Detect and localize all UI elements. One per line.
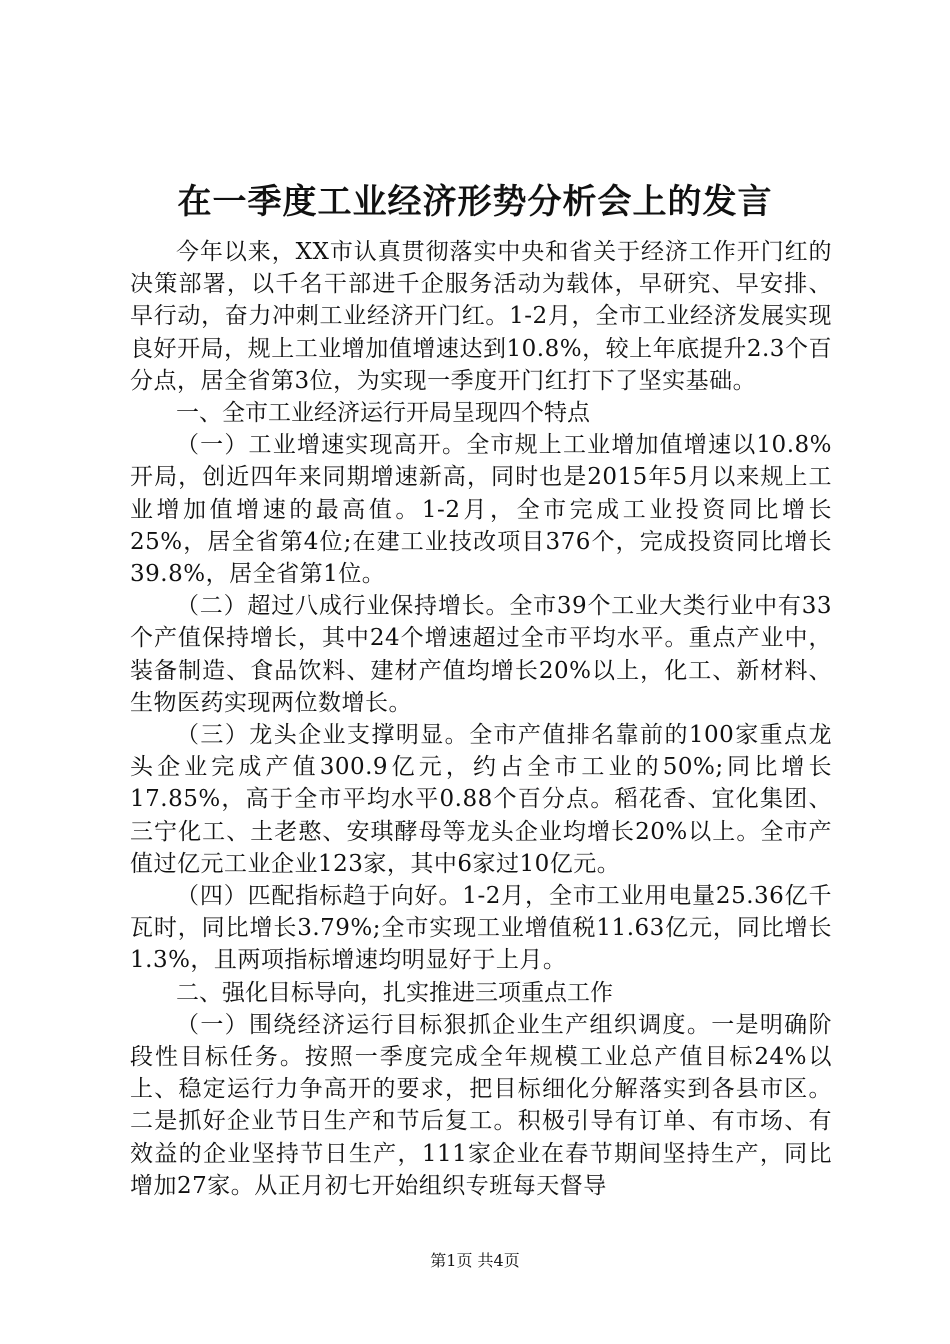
paragraph-task-1: （一）围绕经济运行目标狠抓企业生产组织调度。一是明确阶段性目标任务。按照一季度完成全年规模工业总产值目标24%以上、稳定运行力争高开的要求，把目标细化分解落实到各县市区。二是抓好企业节日生产和节后复工。积极引导有订单、有市场、有效益的企业坚持节日生产，111家企业在春节期间坚持生产，同比增加27家。从正月初七开始组织专班每天督导 [130,1011,832,1199]
page-title: 在一季度工业经济形势分析会上的发言 [177,182,773,222]
intro-paragraph: 今年以来，XX市认真贯彻落实中央和省关于经济工作开门红的决策部署，以千名干部进千企服务活动为载体，早研究、早安排、早行动，奋力冲刺工业经济开门红。1-2月，全市工业经济发展实现良好开局，规上工业增加值增速达到10.8%，较上年底提升2.3个百分点，居全省第3位，为实现一季度开门红打下了坚实基础。 [130,239,832,394]
document-body [130,236,832,1202]
paragraph-point-2: （二）超过八成行业保持增长。全市39个工业大类行业中有33个产值保持增长，其中24个增速超过全市平均水平。重点产业中，装备制造、食品饮料、建材产值均增长20%以上，化工、新材料、生物医药实现两位数增长。 [130,593,832,716]
paragraph-point-3: （三）龙头企业支撑明显。全市产值排名靠前的100家重点龙头企业完成产值300.9亿元，约占全市工业的50%;同比增长17.85%，高于全市平均水平0.88个百分点。稻花香、宜化集团、三宁化工、土老憨、安琪酵母等龙头企业均增长20%以上。全市产值过亿元工业企业123家，其中6家过10亿元。 [130,722,832,877]
paragraph-point-1: （一）工业增速实现高开。全市规上工业增加值增速以10.8%开局，创近四年来同期增速新高，同时也是2015年5月以来规上工业增加值增速的最高值。1-2月，全市完成工业投资同比增长25%，居全省第4位;在建工业技改项目376个，完成投资同比增长39.8%，居全省第1位。 [130,432,832,588]
section-heading-1: 一、全市工业经济运行开局呈现四个特点 [176,400,590,427]
section-heading-2: 二、强化目标导向，扎实推进三项重点工作 [176,979,613,1006]
page-number-footer: 第1页 共4页 [430,1251,520,1270]
paragraph-point-4: （四）匹配指标趋于向好。1-2月，全市工业用电量25.36亿千瓦时，同比增长3.79%;全市实现工业增值税11.63亿元，同比增长1.3%，且两项指标增速均明显好于上月。 [130,883,832,974]
